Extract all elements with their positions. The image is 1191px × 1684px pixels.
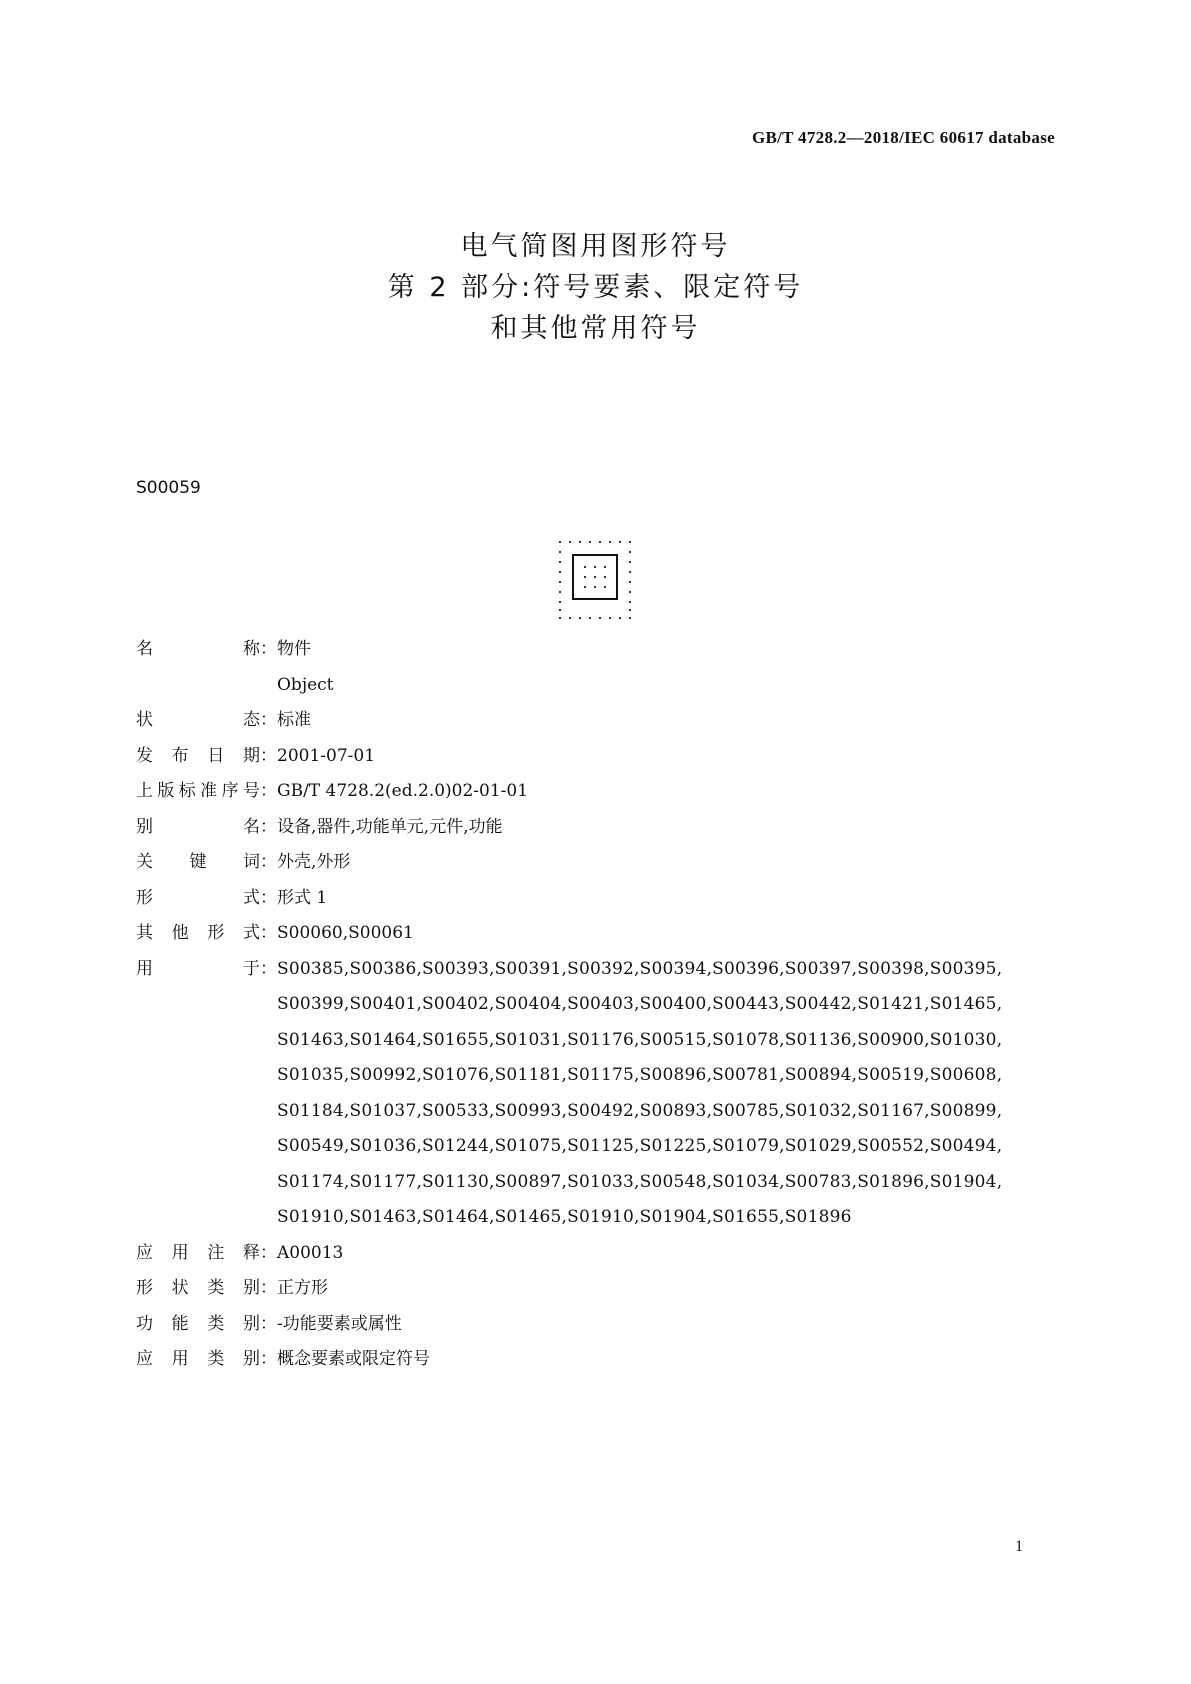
title-line-1: 电气简图用图形符号 (460, 231, 731, 262)
document-title (0, 226, 1191, 349)
field-status-label: 状 态 ： (136, 703, 277, 739)
field-used-in-label: 用 于 ： (136, 952, 277, 988)
field-release-date-label: 发 布 日 期 ： (136, 739, 277, 775)
field-application-category (136, 1342, 1066, 1378)
object-square-symbol-icon (556, 538, 640, 622)
field-label-text: 关 键 词 (136, 852, 260, 872)
symbol-attributes (136, 632, 1066, 1378)
field-application-note (136, 1236, 1066, 1272)
field-other-forms (136, 916, 1066, 952)
field-label-text: 上 版 标 准 序 号 (136, 781, 260, 801)
page-number: 1 (1015, 1538, 1023, 1555)
field-keywords-value: 外壳,外形 (277, 852, 351, 872)
field-form (136, 881, 1066, 917)
field-function-category (136, 1307, 1066, 1343)
used-in-line: S00549,S01036,S01244,S01075,S01125,S01225,S01079,S01029,S00552,S00494, (277, 1136, 1003, 1156)
field-alias-label: 别 名 ： (136, 810, 277, 846)
standard-reference-header: GB/T 4728.2—2018/IEC 60617 database (751, 128, 1055, 147)
field-alias-value: 设备,器件,功能单元,元件,功能 (277, 816, 503, 837)
field-label-text: 名 称 (136, 639, 260, 659)
field-application-category-value: 概念要素或限定符号 (277, 1349, 430, 1369)
field-form-value: 形式 1 (277, 887, 328, 908)
title-line-3: 和其他常用符号 (490, 313, 701, 344)
field-name-label: 名 称 ： (136, 632, 277, 668)
field-previous-ref-label: 上 版 标 准 序 号 ： (136, 774, 277, 810)
used-in-line: S00385,S00386,S00393,S00391,S00392,S00394,S00396,S00397,S00398,S00395, (277, 958, 1003, 979)
field-application-note-label: 应 用 注 释 ： (136, 1236, 277, 1272)
field-label-text: 应 用 类 别 (136, 1349, 260, 1369)
used-in-line: S01463,S01464,S01655,S01031,S01176,S00515,S01078,S01136,S00900,S01030, (277, 1029, 1003, 1050)
name-value-en: Object (277, 674, 334, 695)
used-in-line: S01184,S01037,S00533,S00993,S00492,S00893,S00785,S01032,S01167,S00899, (277, 1100, 1003, 1121)
field-previous-ref (136, 774, 1066, 810)
field-name (136, 632, 1066, 703)
title-line-2: 第 2 部分:符号要素、限定符号 (387, 272, 804, 303)
field-name-value (277, 632, 1066, 703)
field-alias (136, 810, 1066, 846)
field-used-in (136, 952, 1066, 1236)
field-release-date (136, 739, 1066, 775)
field-application-category-label: 应 用 类 别 ： (136, 1342, 277, 1378)
name-value-zh: 物件 (277, 639, 311, 659)
field-keywords-label: 关 键 词 ： (136, 845, 277, 881)
used-in-line: S00399,S00401,S00402,S00404,S00403,S00400,S00443,S00442,S01421,S01465, (277, 994, 1003, 1014)
field-other-forms-value: S00060,S00061 (277, 923, 414, 943)
used-in-line: S01174,S01177,S01130,S00897,S01033,S00548,S01034,S00783,S01896,S01904, (277, 1171, 1003, 1192)
field-label-text: 应 用 注 释 (136, 1242, 260, 1263)
field-label-text: 别 名 (136, 816, 260, 837)
symbol-id: S00059 (136, 478, 201, 498)
field-other-forms-label: 其 他 形 式 ： (136, 916, 277, 952)
field-label-text: 形 式 (136, 887, 260, 908)
field-application-note-value: A00013 (277, 1242, 344, 1263)
field-status-value: 标准 (277, 710, 311, 730)
field-release-date-value: 2001-07-01 (277, 745, 376, 766)
field-previous-ref-value: GB/T 4728.2(ed.2.0)02-01-01 (277, 781, 529, 801)
used-in-line: S01035,S00992,S01076,S01181,S01175,S00896,S00781,S00894,S00519,S00608, (277, 1065, 1003, 1085)
field-shape-category-value: 正方形 (277, 1278, 328, 1298)
field-shape-category (136, 1271, 1066, 1307)
field-function-category-label: 功 能 类 别 ： (136, 1307, 277, 1343)
field-keywords (136, 845, 1066, 881)
field-label-text: 功 能 类 别 (136, 1313, 260, 1334)
field-label-text: 状 态 (136, 710, 260, 730)
field-label-text: 用 于 (136, 958, 260, 979)
field-label-text: 发 布 日 期 (136, 745, 260, 766)
field-shape-category-label: 形 状 类 别 ： (136, 1271, 277, 1307)
field-label-text: 其 他 形 式 (136, 923, 260, 943)
field-status (136, 703, 1066, 739)
field-label-text: 形 状 类 别 (136, 1278, 260, 1298)
used-in-line: S01910,S01463,S01464,S01465,S01910,S01904,S01655,S01896 (277, 1207, 852, 1227)
field-form-label: 形 式 ： (136, 881, 277, 917)
field-function-category-value: -功能要素或属性 (277, 1313, 402, 1334)
field-used-in-value (277, 952, 1066, 1236)
